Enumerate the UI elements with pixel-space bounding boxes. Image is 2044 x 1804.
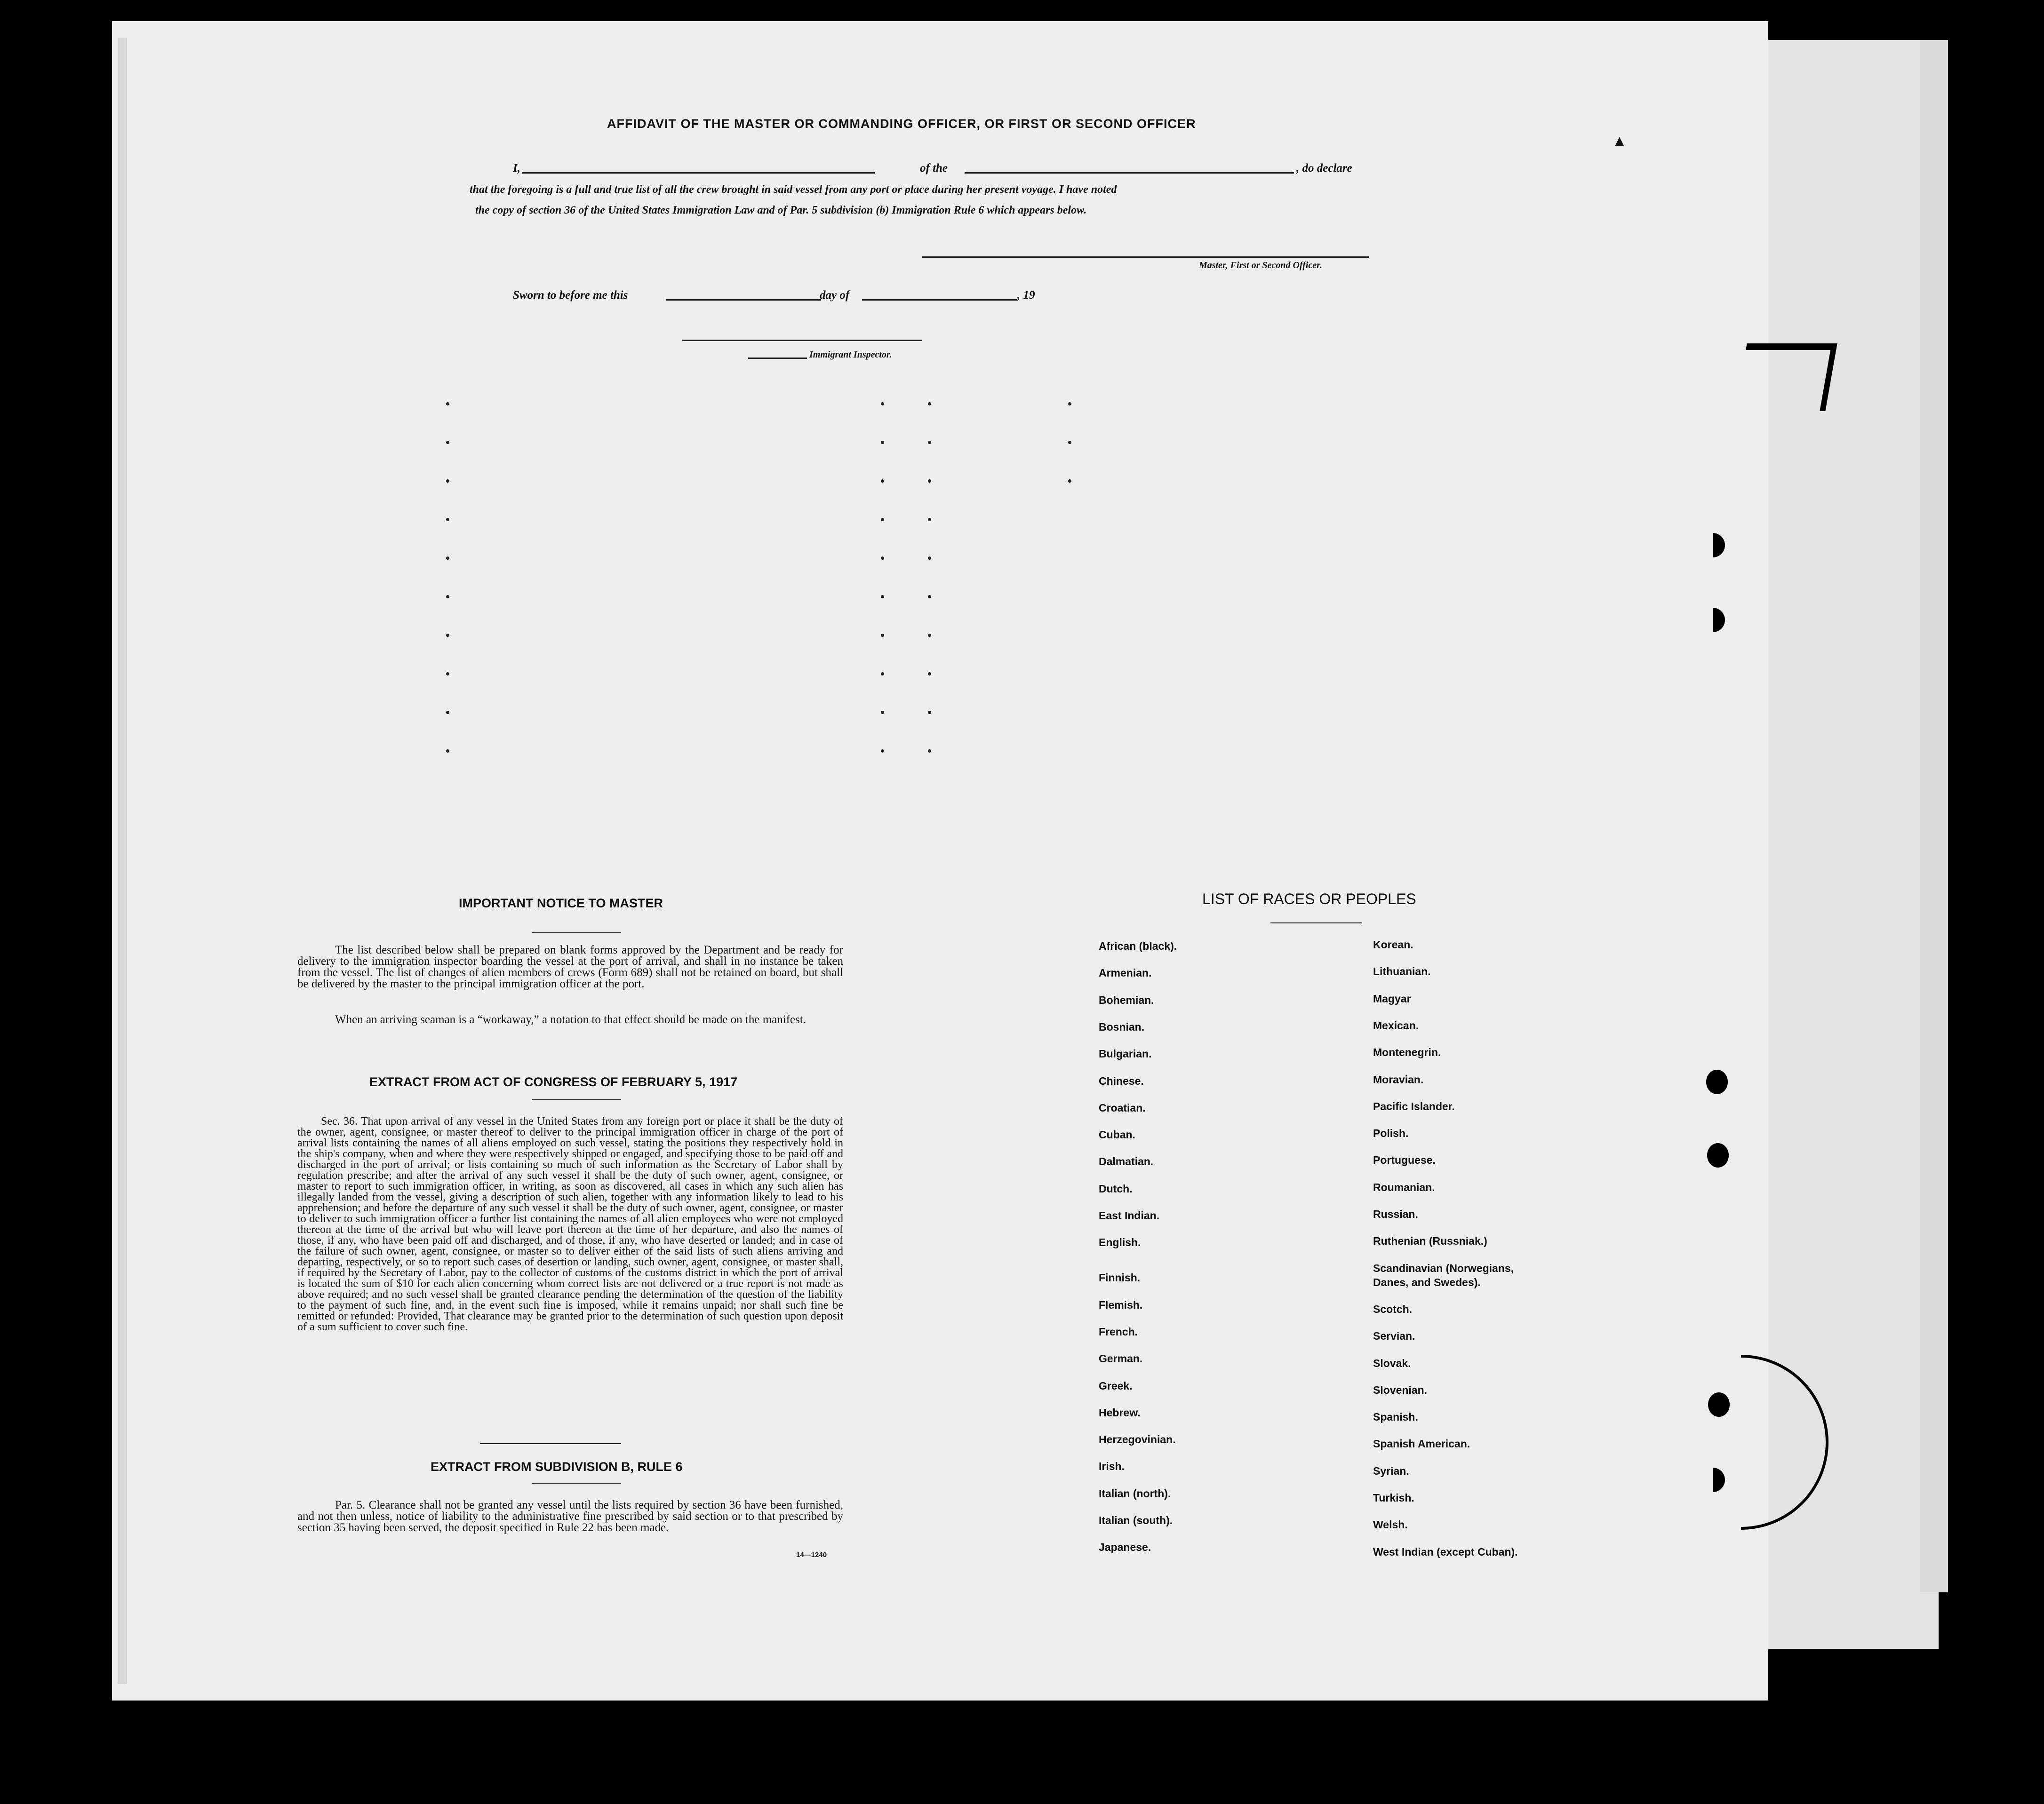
rule-rule [532, 1483, 621, 1484]
notice-paragraph-1: The list described below shall be prepared on blank forms approved by the Department and be ready for delivery to the immigration inspector boarding the vessel at the port of arrival, and shall in no instance be taken from the vessel. The list of changes of alien members of crews (Form 689) shall not be retained on board, but shall be delivered by the master to the principal immigration officer at the port. [297, 944, 843, 990]
dot-leader [446, 441, 449, 444]
race-item: Bohemian. [1099, 993, 1154, 1006]
race-item: Turkish. [1373, 1492, 1414, 1504]
race-item: Italian (north). [1099, 1487, 1171, 1500]
act-text: Sec. 36. That upon arrival of any vessel in the United States from any foreign port or place it shall be the duty of the owner, agent, consignee, or master thereof to deliver to the principal immigration officer in charge of the port of arrival lists containing the names of all aliens employed on such vessel, stating the positions they respectively hold in the ship's company, when and where they were respectively shipped or engaged, and specifying those to be paid off and discharged in the port of arrival; or lists containing so much of such information as the Secretary of Labor shall by regulation prescribe; and after the arrival of any such vessel it shall be the duty of such owner, agent, consignee, or master to report to such immigration officer, in writing, as soon as discovered, all cases in which any such alien has illegally landed from the vessel, giving a description of such alien, together with any information likely to lead to his apprehension; and before the departure of any such vessel it shall be the duty of such owner, agent, consignee, or master to deliver to such immigration officer a further list containing the names of all alien employees who were not employed thereon at the time of the arrival but who will leave port thereon at the time of her departure, and also the names of those, if any, who have been paid off and discharged, and of those, if any, who have deserted or landed; and in case of the failure of such owner, agent, consignee, or master so to deliver either of the said lists of such aliens arriving and departing, respectively, or so to report such cases of desertion or landing, such owner, agent, consignee, or master shall, if required by the Secretary of Labor, pay to the collector of customs of the customs district in which the port of arrival is located the sum of $10 for each alien concerning whom correct lists are not delivered or a true report is not made as above required; and no such vessel shall be granted clearance pending the determination of the question of the liability to the payment of such fine, and, in the event such fine is imposed, while it remains unpaid; nor shall such fine be remitted or refunded: Provided, That clearance may be granted prior to the determination of such question upon deposit of a sum sufficient to cover such fine. [297, 1115, 843, 1333]
rule-title: EXTRACT FROM SUBDIVISION B, RULE 6 [431, 1460, 683, 1474]
race-item: Scotch. [1373, 1303, 1413, 1315]
inspector-caption: Immigrant Inspector. [809, 350, 892, 360]
sworn-label: Sworn to before me this [513, 289, 628, 302]
dot-leader [881, 479, 884, 483]
race-item: Slovak. [1373, 1357, 1411, 1369]
affidavit-line1-i: I, [513, 162, 520, 175]
dot-leader [1068, 402, 1071, 405]
corner-mark-icon: ▲ [1612, 133, 1628, 150]
form-number: 14—1240 [796, 1551, 827, 1559]
dot-leader [928, 634, 931, 637]
notice-paragraph-2: When an arriving seaman is a “workaway,” a notation to that effect should be made on the manifest. [335, 1013, 806, 1026]
race-item: Scandinavian (Norwegians, [1373, 1262, 1514, 1274]
rule-top-rule [480, 1443, 621, 1444]
dot-leader [928, 556, 931, 560]
dot-leader [881, 672, 884, 676]
dot-leader [881, 595, 884, 598]
race-item: Italian (south). [1099, 1514, 1173, 1526]
dot-leader [446, 402, 449, 405]
race-item: Hebrew. [1099, 1406, 1141, 1419]
race-item: Spanish American. [1373, 1438, 1470, 1450]
affidavit-line1-declare: , do declare [1296, 162, 1352, 175]
dot-leader [446, 749, 449, 753]
dot-leader [881, 711, 884, 714]
dot-leader [928, 749, 931, 753]
race-item: East Indian. [1099, 1209, 1160, 1222]
dot-leader [928, 711, 931, 714]
race-item: Irish. [1099, 1460, 1125, 1473]
race-item: Armenian. [1099, 967, 1152, 979]
dot-leader [446, 556, 449, 560]
master-signature-line [922, 256, 1369, 258]
sworn-day-blank [666, 299, 821, 301]
race-item: Polish. [1373, 1127, 1409, 1140]
race-item: Korean. [1373, 938, 1413, 951]
race-item: Ruthenian (Russniak.) [1373, 1235, 1487, 1248]
dot-leader [446, 711, 449, 714]
race-item: Mexican. [1373, 1019, 1419, 1032]
races-rule [1270, 922, 1362, 923]
sworn-month-blank [862, 299, 1017, 301]
dot-leader [928, 595, 931, 598]
master-name-blank [522, 172, 875, 174]
race-item: Moravian. [1373, 1073, 1424, 1086]
act-title: EXTRACT FROM ACT OF CONGRESS OF FEBRUARY 5, 1917 [369, 1075, 738, 1089]
dot-leader [446, 479, 449, 483]
race-item: German. [1099, 1352, 1143, 1365]
race-item: Chinese. [1099, 1074, 1144, 1087]
dot-leader [881, 518, 884, 521]
race-item: Bosnian. [1099, 1020, 1145, 1033]
affidavit-line2: that the foregoing is a full and true list of all the crew brought in said vessel from any port or place during her present voyage. I have noted [470, 183, 1117, 196]
sworn-day-of: day of [820, 289, 850, 302]
race-item: Finnish. [1099, 1272, 1141, 1284]
race-item: Roumanian. [1373, 1181, 1435, 1193]
race-item: Dutch. [1099, 1182, 1133, 1195]
race-item: Russian. [1373, 1208, 1418, 1220]
dot-leader [1068, 479, 1071, 483]
dot-leader [446, 595, 449, 598]
affidavit-title: AFFIDAVIT OF THE MASTER OR COMMANDING OFFICER, OR FIRST OR SECOND OFFICER [607, 117, 1196, 131]
notice-rule [532, 932, 621, 933]
dot-leader [881, 634, 884, 637]
dot-leader [446, 634, 449, 637]
race-item: Portuguese. [1373, 1154, 1436, 1167]
race-item: Syrian. [1373, 1464, 1409, 1477]
race-item: Cuban. [1099, 1128, 1135, 1141]
dot-leader [928, 441, 931, 444]
inspector-caption-rule [748, 358, 807, 359]
dot-leader [446, 518, 449, 521]
act-rule [532, 1099, 621, 1100]
back-sheet-edge [1920, 40, 1948, 1592]
race-item: Japanese. [1099, 1541, 1151, 1554]
dot-leader [881, 441, 884, 444]
binder-hole [1706, 1070, 1728, 1094]
dot-leader [881, 402, 884, 405]
races-title: LIST OF RACES OR PEOPLES [1202, 890, 1416, 907]
page-binding-edge [118, 38, 127, 1684]
race-item: Dalmatian. [1099, 1155, 1154, 1168]
dot-leader [928, 479, 931, 483]
dot-leader [928, 402, 931, 405]
race-item: African (black). [1099, 940, 1177, 952]
race-item: Lithuanian. [1373, 965, 1431, 978]
race-item: Croatian. [1099, 1101, 1146, 1114]
race-item: Bulgarian. [1099, 1048, 1152, 1060]
signature-caption: Master, First or Second Officer. [1199, 260, 1322, 270]
race-item: English. [1099, 1236, 1141, 1249]
dot-leader [1068, 441, 1071, 444]
race-item: Herzegovinian. [1099, 1433, 1176, 1446]
notice-title: IMPORTANT NOTICE TO MASTER [459, 896, 663, 910]
rule-text: Par. 5. Clearance shall not be granted any vessel until the lists required by section 36 have been furnished, and not then unless, notice of liability to the administrative fine prescribed by said section or to that prescribed by section 35 having been served, the deposit specified in Rule 22 has been made. [297, 1499, 843, 1534]
dot-leader [928, 672, 931, 676]
race-item: Slovenian. [1373, 1383, 1428, 1396]
vessel-name-blank [965, 172, 1294, 174]
dot-leader [928, 518, 931, 521]
affidavit-line3: the copy of section 36 of the United States Immigration Law and of Par. 5 subdivision (b) Immigration Rule 6 which appears below. [475, 204, 1087, 216]
race-item: Servian. [1373, 1330, 1415, 1343]
race-item: West Indian (except Cuban). [1373, 1545, 1518, 1558]
dot-leader [881, 556, 884, 560]
affidavit-line1-of: of the [920, 162, 948, 175]
race-item: Magyar [1373, 992, 1411, 1005]
document-page [112, 21, 1768, 1701]
race-item: Danes, and Swedes). [1373, 1276, 1481, 1288]
binder-hole [1708, 1392, 1730, 1417]
race-item: Welsh. [1373, 1518, 1408, 1531]
binder-hole [1707, 1143, 1729, 1168]
sworn-year: , 19 [1017, 289, 1035, 302]
dot-leader [881, 749, 884, 753]
dot-leader [446, 672, 449, 676]
race-item: Montenegrin. [1373, 1046, 1441, 1059]
race-item: French. [1099, 1325, 1138, 1338]
race-item: Spanish. [1373, 1411, 1418, 1423]
pen-mark [1735, 343, 1837, 411]
race-item: Pacific Islander. [1373, 1100, 1455, 1113]
race-item: Greek. [1099, 1379, 1133, 1392]
inspector-signature-line [682, 340, 922, 341]
race-item: Flemish. [1099, 1298, 1143, 1311]
